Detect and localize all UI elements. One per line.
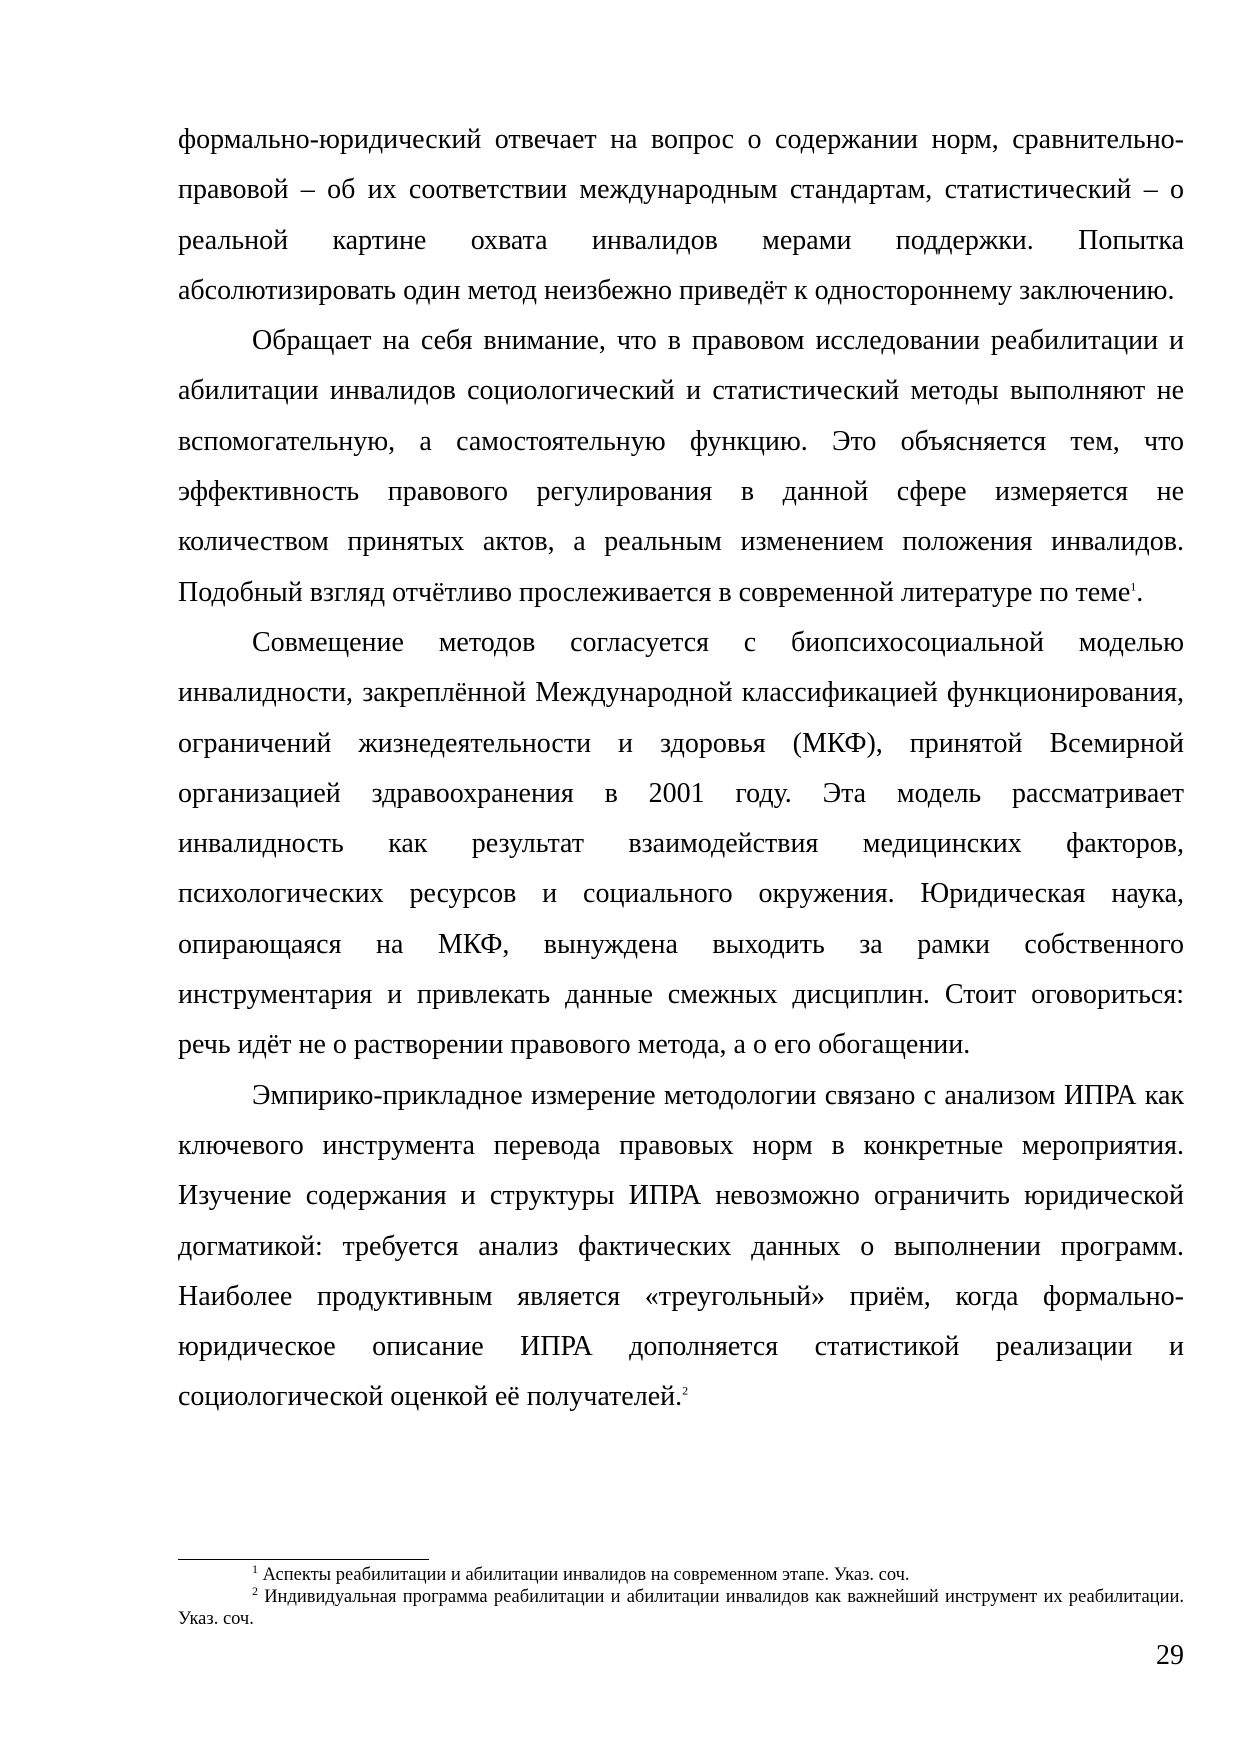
footnote-ref-1[interactable]: 1 [1130, 579, 1137, 594]
footnote-1-text: Аспекты реабилитации и абилитации инвалидов на современном этапе. Указ. соч. [258, 1565, 910, 1585]
main-text [178, 115, 1184, 1423]
paragraph-3 [178, 618, 1184, 1071]
paragraph-4-text: Эмпирико-прикладное измерение методологии связано с анализом ИПРА как ключевого инструмента перевода правовых норм в конкретные мероприятия. Изучение содержания и структуры ИПРА невозможно ограничить юридической догматикой: требуется анализ фактических данных о выполнении программ. Наиболее продуктивным является «треугольный» приём, когда формально-юридическое описание ИПРА дополняется статистикой реализации и социологической оценкой её получателей. [178, 1079, 1184, 1413]
footnote-1-mark: 1 [252, 1561, 258, 1576]
footnote-2 [178, 1583, 1184, 1630]
footnote-1 [178, 1561, 1184, 1586]
paragraph-2-end: . [1136, 576, 1144, 608]
footnotes [178, 1561, 1184, 1630]
paragraph-1-text: формально-юридический отвечает на вопрос о содержании норм, сравнительно-правовой – об их соответствии международным стандартам, статистический – о реальной картине охвата инвалидов мерами поддержки. Попытка абсолютизировать один метод неизбежно приведёт к одностороннему заключению. [178, 124, 1184, 306]
paragraph-3-text: Совмещение методов согласуется с биопсихосоциальной моделью инвалидности, закреплённой Международной классификацией функционирования, ограничений жизнедеятельности и здоровья (МКФ), принятой Всемирной организацией здравоохранения в 2001 году. Эта модель рассматривает инвалидность как результат взаимодействия медицинских факторов, психологических ресурсов и социального окружения. Юридическая наука, опирающаяся на МКФ, вынуждена выходить за рамки собственного инструментария и привлекать данные смежных дисциплин. Стоит оговориться: речь идёт не о растворении правового метода, а о его обогащении. [178, 626, 1184, 1061]
paragraph-2 [178, 316, 1184, 618]
footnote-separator [178, 1559, 429, 1560]
footnote-ref-2[interactable]: 2 [682, 1384, 689, 1399]
paragraph-2-text: Обращает на себя внимание, что в правовом исследовании реабилитации и абилитации инвалидов социологический и статистический методы выполняют не вспомогательную, а самостоятельную функцию. Это объясняется тем, что эффективность правового регулирования в данной сфере измеряется не количеством принятых актов, а реальным изменением положения инвалидов. Подобный взгляд отчётливо прослеживается в современной литературе по теме [178, 325, 1184, 608]
page-number: 29 [1156, 1640, 1184, 1671]
paragraph-4 [178, 1071, 1184, 1423]
paragraph-1 [178, 115, 1184, 316]
footnote-2-text: Индивидуальная программа реабилитации и абилитации инвалидов как важнейший инструмент их реабилитации. Указ. соч. [178, 1587, 1184, 1629]
footnote-2-mark: 2 [252, 1583, 258, 1598]
